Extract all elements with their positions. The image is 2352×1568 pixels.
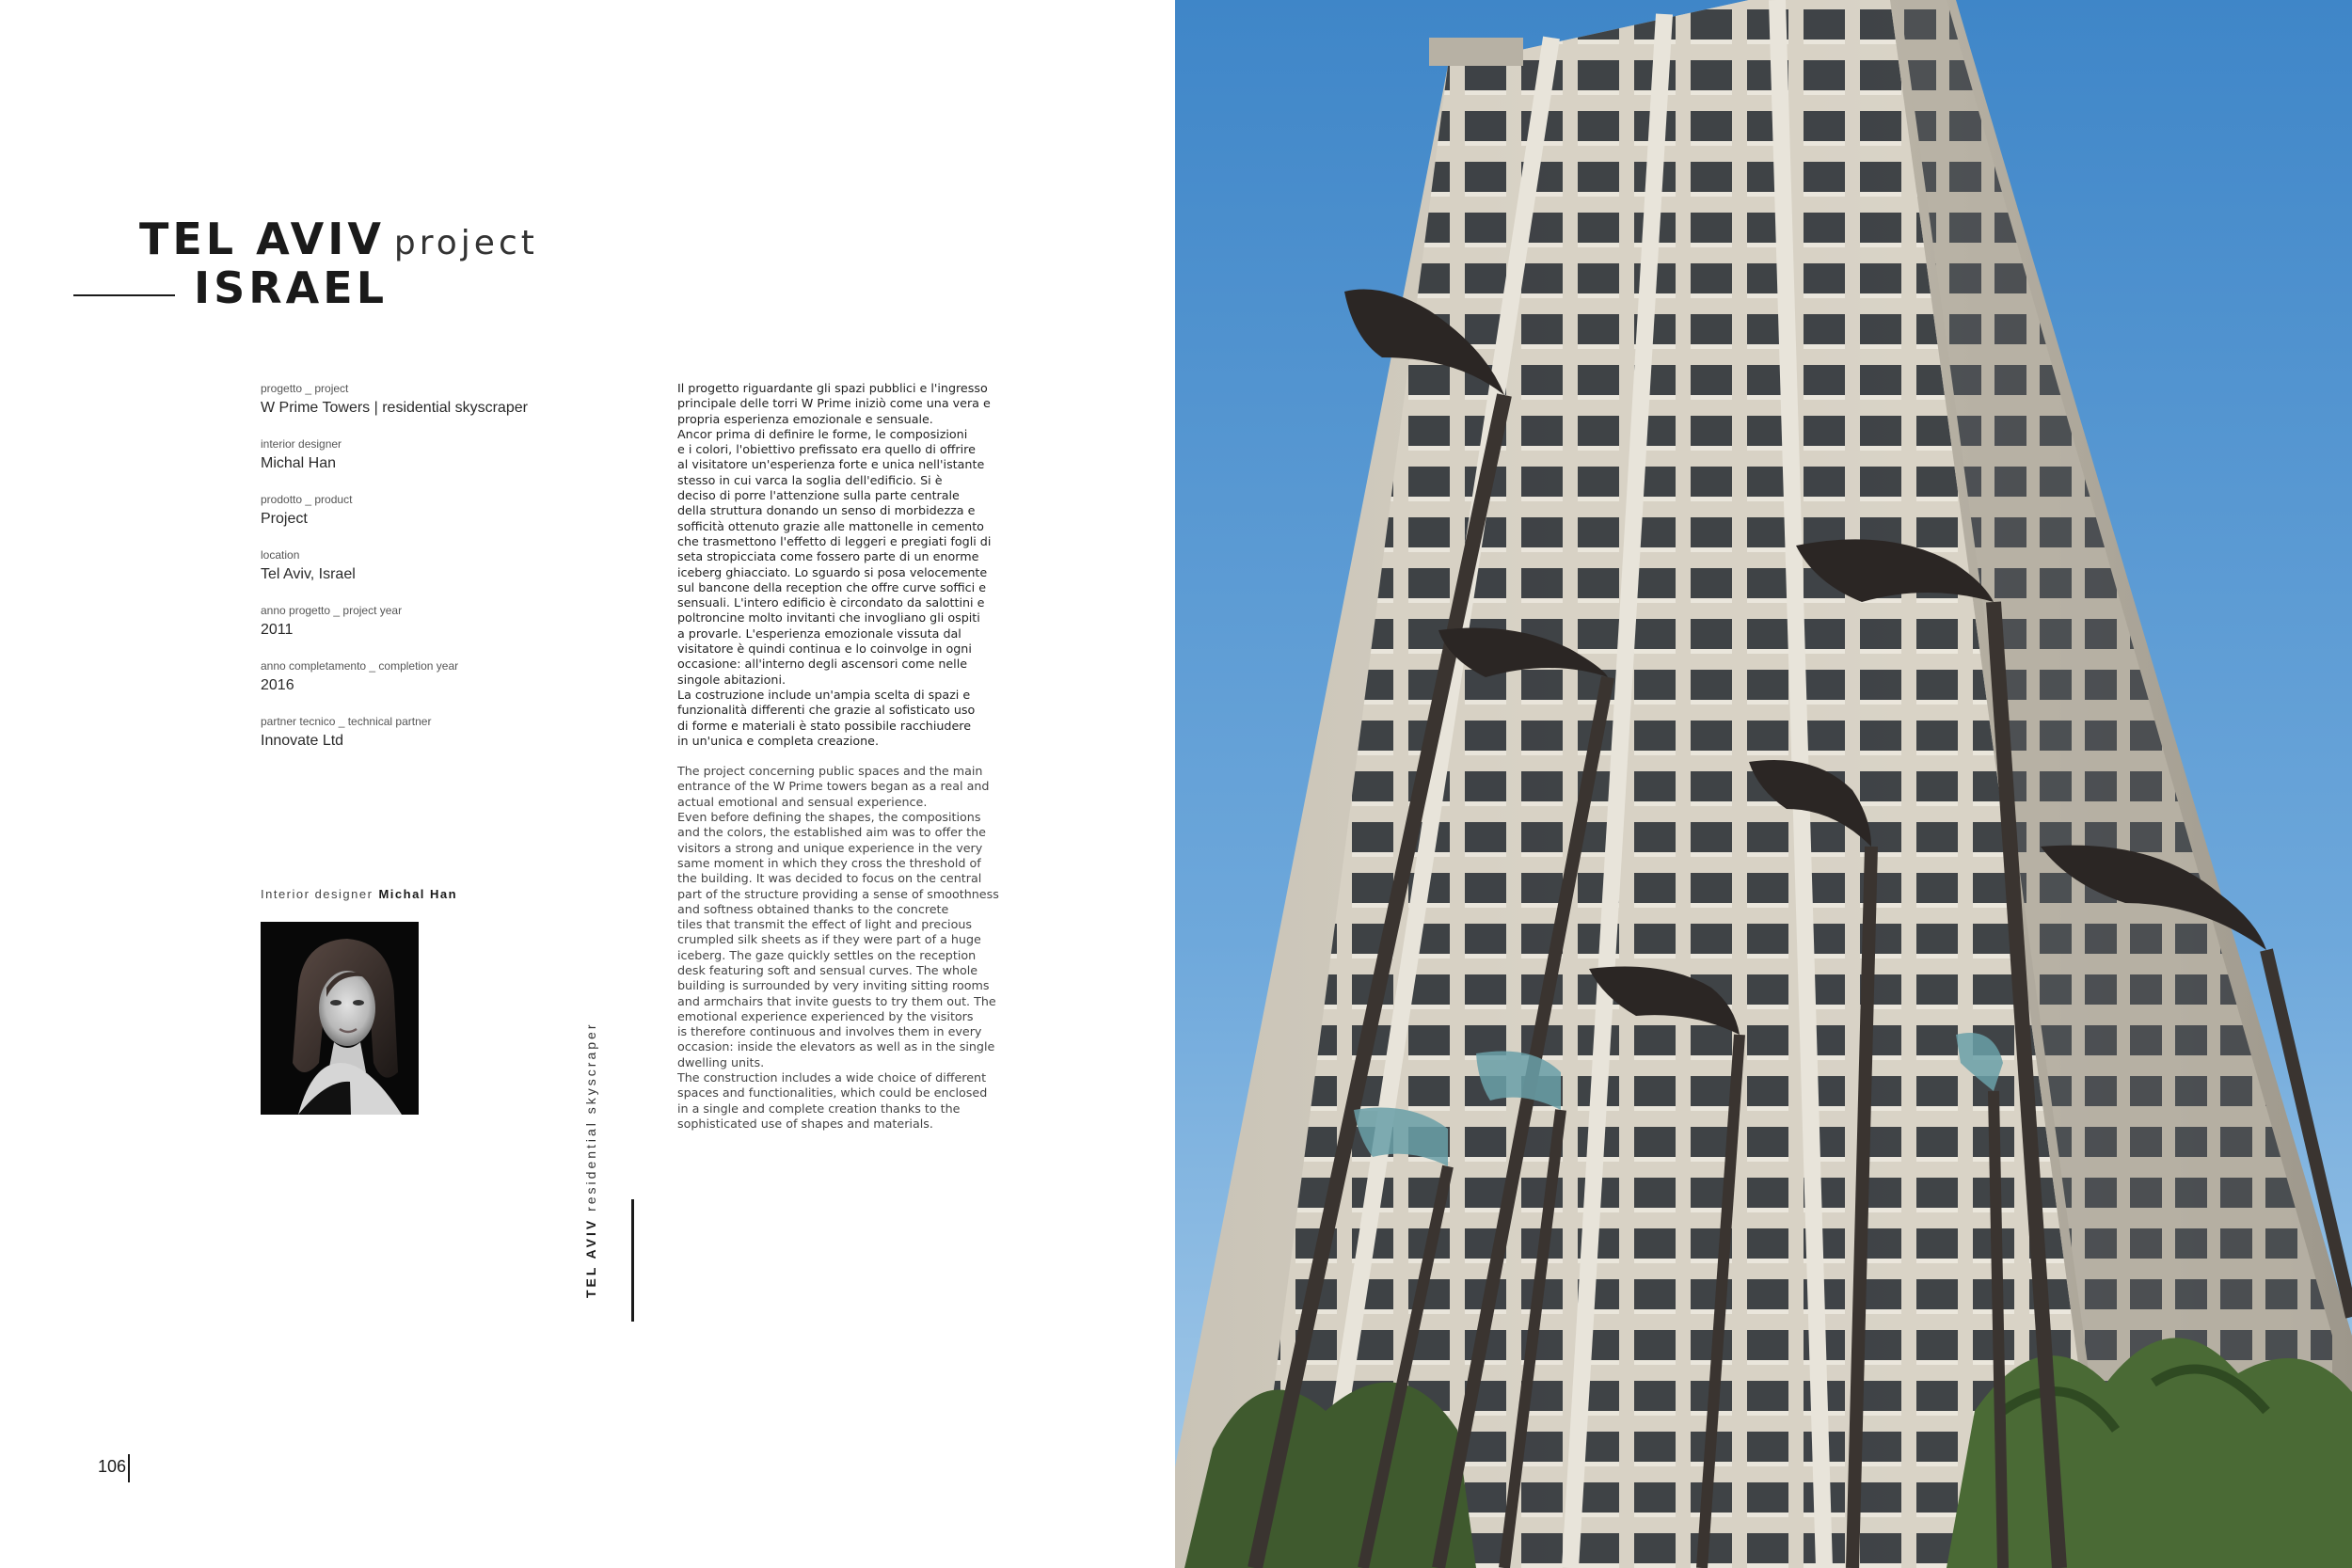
detail-value: 2011 [261,622,294,638]
detail-location [261,547,580,585]
title-city: TEL AVIV [139,214,385,264]
body-text [677,381,1002,1132]
detail-value: Project [261,511,308,527]
detail-completion-year [261,658,580,696]
portrait-image [261,922,419,1115]
building-photo [1175,0,2352,1568]
detail-value: Tel Aviv, Israel [261,566,356,582]
detail-label: location [261,548,300,562]
detail-project [261,381,580,419]
title-country: ISRAEL [194,262,389,313]
detail-technical-partner [261,714,580,752]
left-page [0,0,1175,1568]
page-number-rule [128,1454,130,1482]
detail-label: prodotto _ product [261,493,353,506]
project-details [261,381,580,769]
detail-label: interior designer [261,437,342,451]
detail-interior-designer [261,436,580,474]
title-rule [73,294,175,296]
detail-label: anno progetto _ project year [261,604,403,617]
detail-project-year [261,603,580,641]
designer-caption-label: Interior designer [261,887,373,901]
vertical-caption [583,1022,617,1307]
detail-label: anno completamento _ completion year [261,659,459,673]
detail-value: Michal Han [261,455,337,471]
body-italian: Il progetto riguardante gli spazi pubblici e l'ingresso principale delle torri W Prime iniziò come una vera e propria esperienza emozionale e sensuale. Ancor prima di definire le forme, le composizioni e i colori, l'obiettivo prefissato era quello di offrire al visitatore un'esperienza forte e unica nell'istante stesso in cui varca la soglia dell'edificio. Si è deciso di porre l'attenzione sulla parte centrale della struttura donando un senso di morbidezza e sofficità ottenuto grazie alle mattonelle in cemento che trasmettono l'effetto di leggeri e pregiati fogli di seta stropicciata come fossero parte di un enorme iceberg ghiacciato. Lo sguardo si posa velocemente sul bancone della reception che offre curve soffici e sensuali. L'intero edificio è circondato da salottini e poltroncine molto invitanti che invogliano gli ospiti a provarle. L'esperienza emozionale vissuta dal visitatore è quindi continua e lo coinvolge in ogni occasione: all'interno degli ascensori come nelle singole abitazioni. La costruzione include un'ampia scelta di spazi e funzionalità differenti che grazie al sofisticato uso di forme e materiali è stato possibile racchiudere in un'unica e completa creazione. [677,381,992,748]
designer-caption [261,887,457,901]
title-suffix: project [393,224,538,262]
detail-value: Innovate Ltd [261,733,344,749]
designer-name: Michal Han [378,887,458,901]
page-number: 106 [98,1457,127,1476]
detail-label: progetto _ project [261,382,349,395]
skyscraper-image [1175,0,2352,1568]
vertical-caption-bold: TEL AVIV [583,1217,598,1298]
designer-portrait [261,922,419,1115]
vertical-rule [631,1199,634,1322]
detail-value: W Prime Towers | residential skyscraper [261,400,528,416]
detail-value: 2016 [261,677,294,693]
body-english: The project concerning public spaces and the main entrance of the W Prime towers began as a real and actual emotional and sensual experience. Even before defining the shapes, the compositions and the colors, the established aim was to offer the visitors a strong and unique experience in the very same moment in which they cross the threshold of the building. It was decided to focus on the central part of the structure providing a sense of smoothness and softness obtained thanks to the concrete tiles that transmit the effect of light and precious crumpled silk sheets as if they were part of a huge iceberg. The gaze quickly settles on the reception desk featuring soft and sensual curves. The whole building is surrounded by very inviting sitting rooms and armchairs that invite guests to try them out. The emotional experience experienced by the visitors is therefore continuous and involves them in every occasion: inside the elevators as well as in the single dwelling units. The construction includes a wide choice of different spaces and functionalities, which could be enclosed in a single and complete creation thanks to the sophisticated use of shapes and materials. [677,764,999,1131]
detail-product [261,492,580,530]
vertical-caption-rest: residential skyscraper [583,1022,598,1212]
detail-label: partner tecnico _ technical partner [261,715,432,728]
